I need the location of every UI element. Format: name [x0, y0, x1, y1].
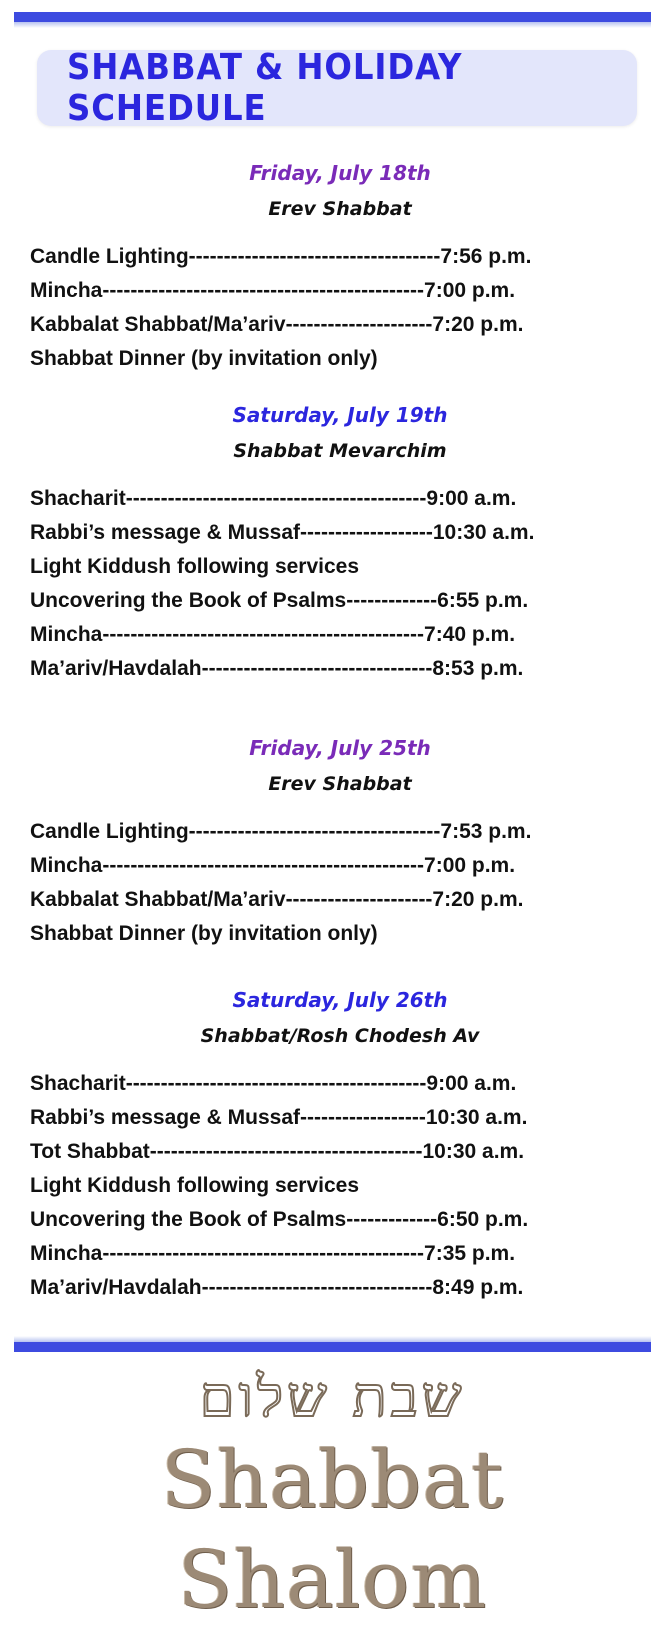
top-divider-shadow	[14, 22, 651, 28]
schedule-row: Ma’ariv/Havdalah---------------------------------8:53 p.m.	[30, 657, 524, 680]
schedule-row: Ma’ariv/Havdalah---------------------------------8:49 p.m.	[30, 1276, 524, 1299]
schedule-list	[30, 1067, 650, 1305]
schedule-section-saturday-july-26	[30, 987, 650, 1305]
schedule-row: Mincha----------------------------------------------7:35 p.m.	[30, 1242, 516, 1265]
english-greeting: Shabbat Shalom	[160, 1433, 505, 1626]
schedule-row: Mincha----------------------------------------------7:00 p.m.	[30, 854, 516, 877]
schedule-row: Kabbalat Shabbat/Ma’ariv---------------------7:20 p.m.	[30, 888, 524, 911]
schedule-row: Uncovering the Book of Psalms-------------6:55 p.m.	[30, 589, 529, 612]
schedule-section-friday-july-25	[30, 735, 650, 951]
schedule-row: Light Kiddush following services	[30, 555, 360, 578]
section-date: Friday, July 18th	[249, 161, 431, 185]
page-title: SHABBAT & HOLIDAY SCHEDULE	[67, 47, 463, 129]
hebrew-greeting: שבת שלום	[199, 1365, 466, 1430]
schedule-row: Candle Lighting------------------------------------7:53 p.m.	[30, 820, 532, 843]
schedule-list	[30, 815, 650, 951]
schedule-row: Light Kiddush following services	[30, 1174, 360, 1197]
schedule-row: Mincha----------------------------------------------7:00 p.m.	[30, 279, 516, 302]
section-date: Friday, July 25th	[249, 736, 431, 760]
schedule-row: Kabbalat Shabbat/Ma’ariv---------------------7:20 p.m.	[30, 313, 524, 336]
top-divider-bar	[14, 12, 651, 22]
schedule-row: Shabbat Dinner (by invitation only)	[30, 347, 378, 370]
schedule-row: Rabbi’s message & Mussaf-------------------10:30 a.m.	[30, 521, 535, 544]
section-occasion: Shabbat/Rosh Chodesh Av	[200, 1025, 480, 1047]
schedule-list	[30, 482, 650, 686]
section-date: Saturday, July 26th	[232, 988, 448, 1012]
schedule-list	[30, 240, 650, 376]
schedule-row: Shacharit-------------------------------------------9:00 a.m.	[30, 1072, 517, 1095]
section-date: Saturday, July 19th	[232, 403, 448, 427]
bottom-divider-bar	[14, 1342, 651, 1352]
schedule-row: Shabbat Dinner (by invitation only)	[30, 922, 378, 945]
schedule-row: Tot Shabbat---------------------------------------10:30 a.m.	[30, 1140, 525, 1163]
section-occasion: Shabbat Mevarchim	[233, 440, 447, 462]
schedule-row: Shacharit-------------------------------------------9:00 a.m.	[30, 487, 517, 510]
schedule-section-saturday-july-19	[30, 402, 650, 686]
section-occasion: Erev Shabbat	[268, 198, 412, 220]
schedule-row: Candle Lighting------------------------------------7:56 p.m.	[30, 245, 532, 268]
title-banner	[37, 47, 637, 129]
schedule-row: Rabbi’s message & Mussaf------------------10:30 a.m.	[30, 1106, 528, 1129]
schedule-row: Uncovering the Book of Psalms-------------6:50 p.m.	[30, 1208, 529, 1231]
schedule-section-friday-july-18	[30, 160, 650, 376]
schedule-row: Mincha----------------------------------------------7:40 p.m.	[30, 623, 516, 646]
section-occasion: Erev Shabbat	[268, 773, 412, 795]
